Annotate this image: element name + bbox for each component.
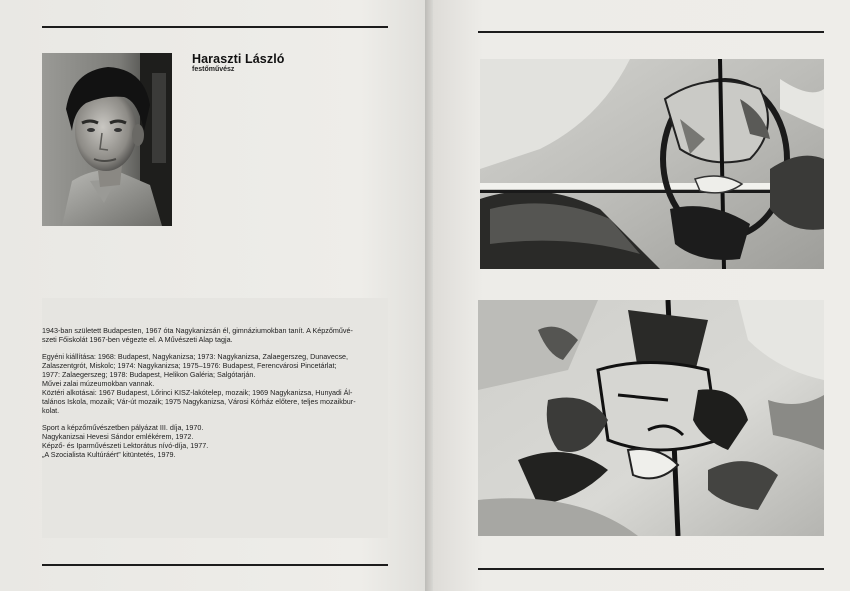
bio-line: Művei zalai múzeumokban vannak. — [42, 378, 155, 388]
artist-name: Haraszti László — [192, 52, 285, 66]
top-rule-left — [42, 26, 388, 28]
bio-line: kolat. — [42, 406, 60, 416]
bio-line: szeti Főiskolát 1967-ben végezte el. A Művészeti Alap tagja. — [42, 335, 233, 345]
bio-paragraph-2 — [42, 352, 392, 416]
bio-line: „A Szocialista Kultúráért” kitüntetés, 1979. — [42, 450, 176, 460]
bio-line: Sport a képzőművészetben pályázat III. díja, 1970. — [42, 422, 204, 432]
bio-line: Képző- és Iparművészeti Lektorátus nívó-díja, 1977. — [42, 441, 209, 451]
artist-profession: festőművész — [192, 66, 235, 73]
bio-line: Egyéni kiállítása: 1968: Budapest, Nagykanizsa; 1973: Nagykanizsa, Zalaegerszeg, Dunavecse, — [42, 351, 349, 361]
biography-text — [42, 326, 392, 467]
bio-line: 1943-ban született Budapesten, 1967 óta Nagykanizsán él, gimnáziumokban tanít. A Képzőművé- — [42, 326, 353, 335]
bio-paragraph-3 — [42, 423, 392, 459]
bottom-rule-right — [478, 568, 824, 570]
painting-image-2 — [478, 300, 824, 536]
bio-paragraph-1 — [42, 326, 392, 344]
bio-line: Köztéri alkotásai: 1967 Budapest, Lőrinci KISZ-lakótelep, mozaik; 1969 Nagykanizsa, Hunyadi Ál- — [42, 388, 353, 398]
book-gutter — [425, 0, 433, 591]
bottom-rule-left — [42, 564, 388, 566]
bio-line: Zalaszentgrót, Miskolc; 1974: Nagykanizsa; 1975–1976: Budapest, Ferencvárosi Pincetárlat; — [42, 360, 337, 370]
artist-portrait-photo — [42, 53, 172, 226]
bio-line: Nagykanizsai Hevesi Sándor emlékérem, 1972. — [42, 431, 194, 441]
top-rule-right — [478, 31, 824, 33]
bio-line: talános Iskola, mozaik; Vár-út mozaik; 1975 Nagykanizsa, Városi Kórház előtere, teljes mozaikbur- — [42, 397, 356, 407]
painting-image-1 — [480, 59, 824, 269]
bio-line: 1977: Zalaegerszeg; 1978: Budapest, Helikon Galéria; Salgótarján. — [42, 369, 256, 379]
